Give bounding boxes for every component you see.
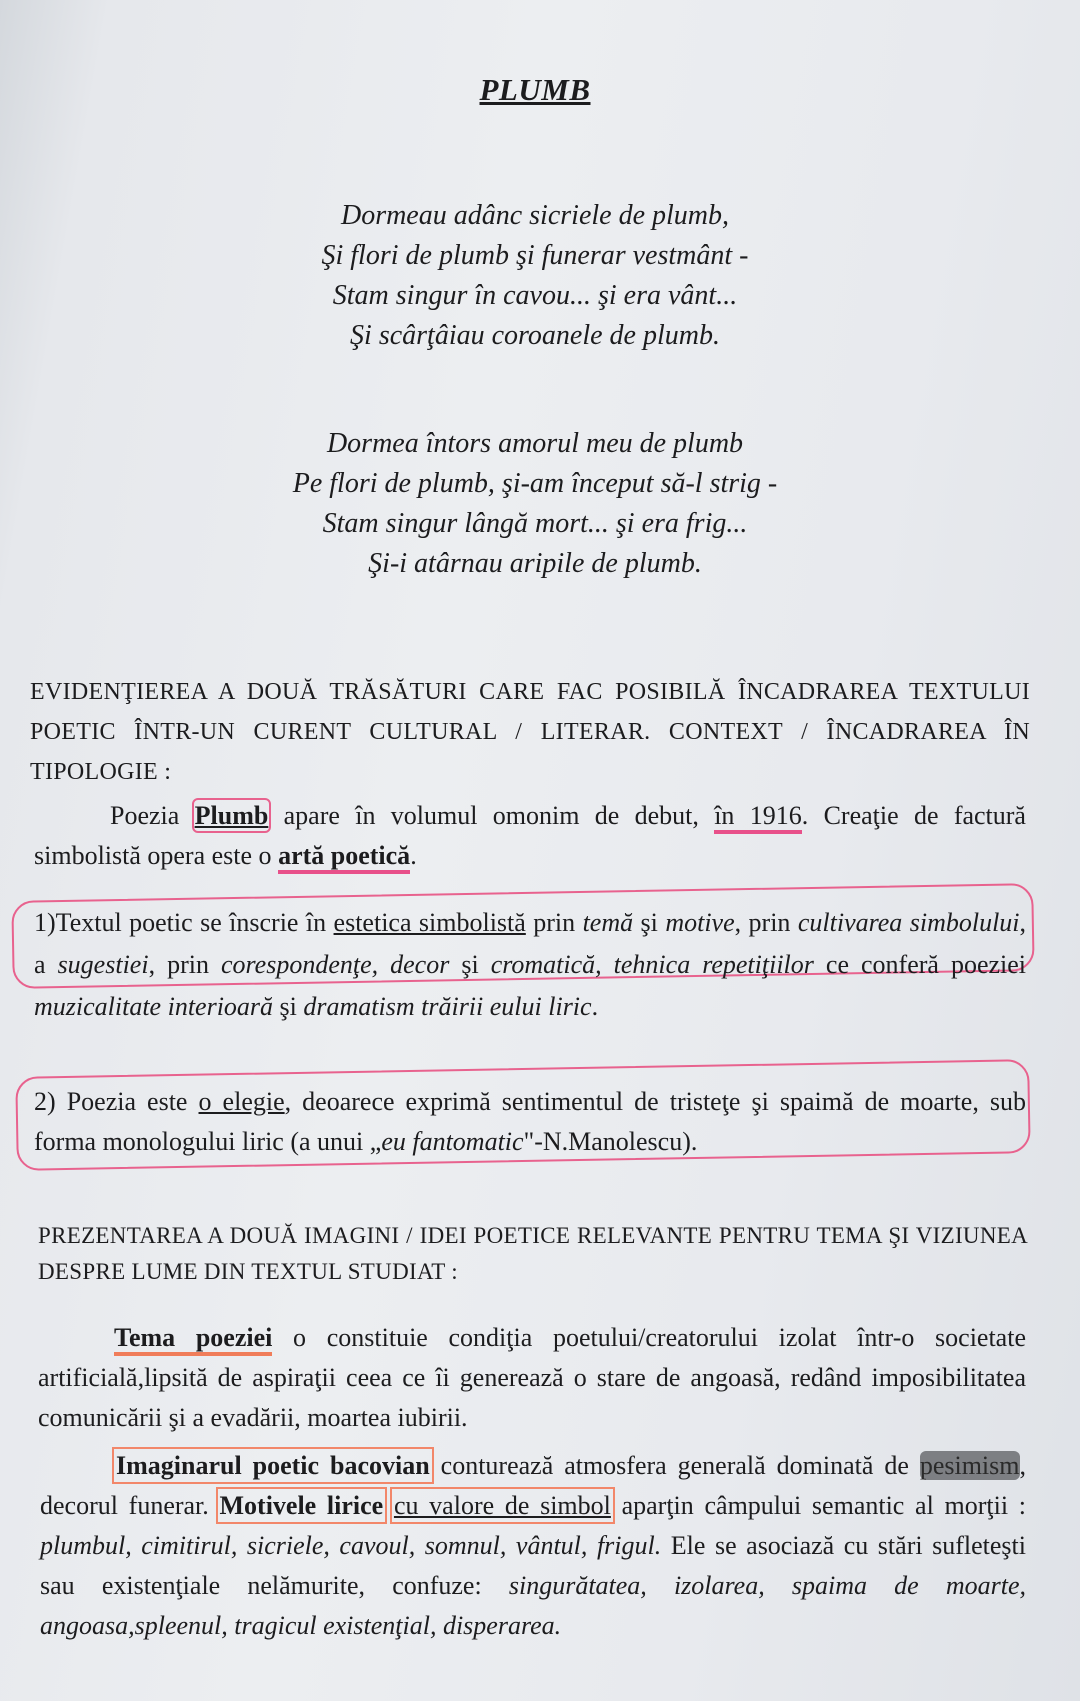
text: , prin: [148, 950, 221, 979]
imaginar-paragraph: [40, 1446, 1026, 1646]
text: [383, 1491, 394, 1520]
arta-poetica-highlight: artă poetică: [278, 841, 410, 874]
text: şi: [273, 992, 304, 1021]
italic-text: dramatism trăirii eului liric: [303, 992, 592, 1021]
italic-text: singurătatea, izolarea, spaima de moarte, angoasa,spleenul, tragicul existenţial, disperarea.: [40, 1571, 1026, 1640]
text: Ele se asociază cu stări sufleteşti sau existenţiale nelămurite, confuze:: [40, 1531, 1026, 1600]
italic-text: sugestiei: [57, 950, 149, 979]
text: şi: [633, 908, 666, 937]
italic-text: temă: [582, 908, 634, 937]
poem-line: Stam singur în cavou... şi era vânt...: [332, 280, 738, 311]
text: Poezia: [110, 801, 195, 830]
text: şi: [449, 950, 491, 979]
text: , deoarece exprimă sentimentul de tristeţe şi spaimă de moarte, sub forma monologului liric (a unui „: [34, 1087, 1026, 1156]
estetica-underline: estetica simbolistă: [333, 908, 526, 937]
poem-line: Şi flori de plumb şi funerar vestmânt -: [321, 240, 749, 271]
text: , prin: [734, 908, 798, 937]
poem-line: Dormea întors amorul meu de plumb: [326, 428, 744, 459]
italic-text: cromatică, tehnica repetiţiilor: [490, 950, 814, 979]
poem-line: Stam singur lângă mort... şi era frig...: [322, 508, 748, 539]
motivele-highlight: Motivele lirice: [219, 1491, 384, 1520]
point-1-paragraph: [34, 902, 1026, 1028]
italic-text: corespondenţe, decor: [220, 950, 450, 979]
text: .: [591, 992, 599, 1021]
section-1-heading: EVIDENŢIEREA A DOUĂ TRĂSĂTURI CARE FAC POSIBILĂ ÎNCADRAREA TEXTULUI POETIC ÎNTR-UN CURENT CULTURAL / LITERAR. CONTEXT / ÎNCADRAREA ÎN TIPOLOGIE :: [30, 679, 1030, 785]
intro-paragraph: [34, 796, 1026, 876]
text: "-N.Manolescu).: [523, 1127, 698, 1156]
imaginar-highlight: Imaginarul poetic bacovian: [116, 1451, 430, 1480]
year-highlight: în 1916: [714, 801, 802, 834]
pesimism-smudge: pesimism: [919, 1451, 1020, 1480]
text: ce conferă poeziei: [813, 950, 1027, 979]
text: .: [410, 841, 417, 870]
italic-text: motive: [665, 908, 735, 937]
poem-stanza-2: [0, 424, 1070, 584]
point-2-paragraph: [34, 1082, 1026, 1162]
elegie-underline: o elegie: [198, 1087, 285, 1116]
text: prin: [525, 908, 583, 937]
poem-line: Şi-i atârnau aripile de plumb.: [368, 548, 702, 579]
italic-text: eu fantomatic: [381, 1127, 524, 1156]
italic-text: plumbul, cimitirul, sicriele, cavoul, somnul, vântul, frigul.: [40, 1531, 662, 1560]
poem-stanza-1: [0, 196, 1070, 356]
tema-paragraph: [38, 1318, 1026, 1438]
text: aparţin câmpului semantic al morţii :: [610, 1491, 1026, 1520]
text: . Creaţie de factură simbolistă opera este o: [34, 801, 1026, 870]
simbol-highlight: cu valore de simbol: [393, 1491, 611, 1520]
text: o constituie condiţia poetului/creatorului izolat într-o societate artificială,lipsită de aspiraţii ceea ce îi generează o stare de angoasă, redând imposibilitatea comunicării şi a evadării, moartea iubirii.: [38, 1323, 1026, 1432]
italic-text: cultivarea simbolului: [797, 908, 1020, 937]
poem-line: Şi scârţâiau coroanele de plumb.: [350, 320, 720, 351]
poem-title: PLUMB: [479, 72, 591, 107]
text: , decorul funerar.: [40, 1451, 1026, 1520]
tema-highlight: Tema poeziei: [114, 1323, 272, 1356]
italic-text: muzicalitate interioară: [34, 992, 274, 1021]
text: 1)Textul poetic se înscrie în: [34, 908, 334, 937]
text: , a: [34, 908, 1027, 979]
poem-line: Pe flori de plumb, şi-am început să-l strig -: [292, 468, 778, 499]
text: conturează atmosfera generală dominată de: [429, 1451, 920, 1480]
poem-line: Dormeau adânc sicriele de plumb,: [340, 200, 730, 231]
plumb-highlight: Plumb: [194, 801, 269, 830]
section-2-heading: PREZENTAREA A DOUĂ IMAGINI / IDEI POETICE RELEVANTE PENTRU TEMA ŞI VIZIUNEA DESPRE LUME DIN TEXTUL STUDIAT :: [38, 1223, 1028, 1284]
text: apare în volumul omonim de debut,: [268, 801, 715, 830]
text: 2) Poezia este: [34, 1087, 199, 1116]
